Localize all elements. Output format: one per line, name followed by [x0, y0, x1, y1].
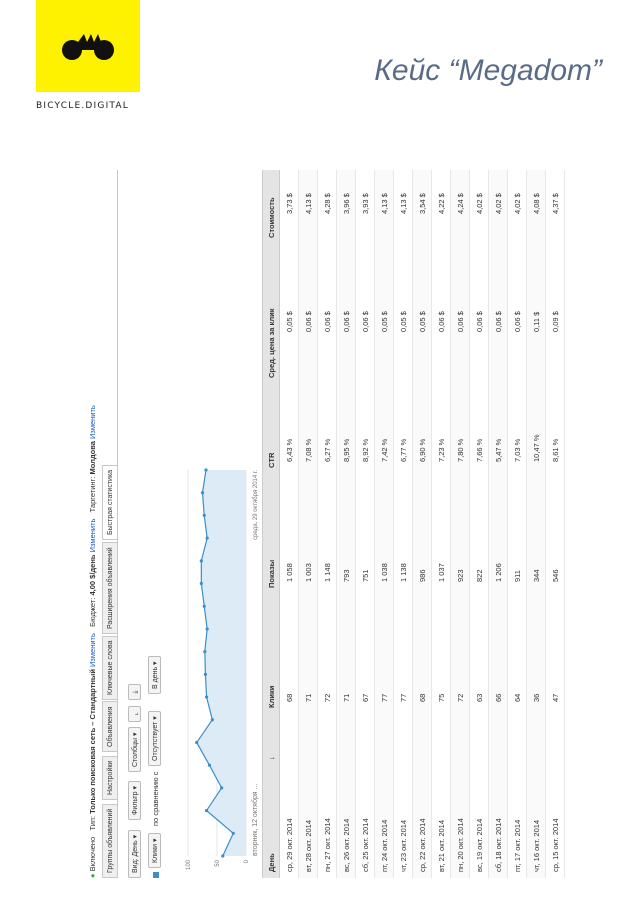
cell-cost: 4,13 $ — [380, 193, 389, 214]
cell-cost: 3,96 $ — [342, 193, 351, 214]
cell-day[interactable]: вт, 28 окт. 2014 — [304, 819, 313, 872]
tab-ads[interactable]: Объявления — [102, 702, 117, 753]
type-value: Только поисковая сеть – Стандартный — [88, 669, 97, 814]
cell-ctr: 6,43 % — [285, 438, 294, 462]
cell-clicks: 72 — [323, 693, 332, 702]
status-line — [88, 405, 97, 878]
change-type-link[interactable]: Изменить — [88, 633, 97, 667]
chart-point[interactable] — [232, 832, 235, 835]
table-row — [432, 170, 451, 878]
chart-point[interactable] — [200, 582, 203, 585]
chart-point[interactable] — [201, 491, 204, 494]
header-day[interactable]: День — [267, 853, 276, 872]
chart-point[interactable] — [204, 468, 207, 471]
cell-day[interactable]: пт, 17 окт. 2014 — [513, 819, 522, 872]
cell-day[interactable]: вс, 19 окт. 2014 — [475, 818, 484, 872]
chart-toggle-button[interactable] — [128, 706, 141, 722]
cell-avg-cpc: 0,06 $ — [475, 311, 484, 332]
cell-impressions: 822 — [475, 569, 484, 582]
y-tick-label: 100 — [186, 860, 192, 871]
cell-impressions: 1 003 — [304, 563, 313, 582]
table-row — [508, 170, 527, 878]
cell-ctr: 7,23 % — [437, 438, 446, 462]
cell-impressions: 344 — [532, 569, 541, 582]
table-row — [527, 170, 546, 878]
targeting-label: Таргетинг: — [88, 476, 97, 513]
cell-cost: 4,37 $ — [551, 193, 560, 214]
cell-avg-cpc: 0,06 $ — [437, 311, 446, 332]
download-button[interactable] — [128, 684, 141, 700]
cell-day[interactable]: ср, 15 окт. 2014 — [551, 818, 560, 872]
change-targeting-link[interactable]: Изменить — [88, 405, 97, 440]
view-dropdown[interactable] — [128, 830, 141, 878]
chevron-down-icon: ▾ — [152, 838, 159, 842]
bicycle-icon — [58, 28, 118, 64]
table-row — [451, 170, 470, 878]
table-row — [375, 170, 394, 878]
tab-quick-stats[interactable]: Быстрая статистика — [102, 465, 117, 540]
cell-ctr: 6,77 % — [399, 438, 408, 462]
metric-dropdown[interactable] — [148, 833, 161, 868]
rotated-screenshot — [84, 162, 560, 892]
filter-dropdown[interactable] — [128, 781, 141, 820]
cell-impressions: 546 — [551, 569, 560, 582]
cell-cost: 4,02 $ — [475, 193, 484, 214]
cell-avg-cpc: 0,06 $ — [304, 311, 313, 332]
cell-cost: 4,02 $ — [494, 193, 503, 214]
chart-area — [197, 470, 246, 856]
chart-start-label: вторник, 12 октября ... — [252, 783, 259, 856]
status-dot-icon: ● — [88, 873, 97, 878]
tabs-divider — [117, 170, 118, 878]
chevron-down-icon: ▾ — [152, 661, 159, 665]
view-label: Вид: День — [132, 840, 139, 873]
cell-cost: 4,13 $ — [399, 193, 408, 214]
header-avg-cpc[interactable]: Сред. цена за клик — [267, 308, 276, 378]
cell-clicks: 66 — [494, 693, 503, 702]
cell-day[interactable]: сб, 18 окт. 2014 — [494, 818, 503, 872]
tab-ad-extensions[interactable]: Расширения объявлений — [102, 542, 117, 634]
table-row — [299, 170, 318, 878]
cell-cost: 4,02 $ — [513, 193, 522, 214]
cell-clicks: 64 — [513, 693, 522, 702]
chart-point[interactable] — [195, 741, 198, 744]
cell-ctr: 5,47 % — [494, 438, 503, 462]
columns-label: Столбцы — [132, 737, 139, 767]
chart-controls — [152, 872, 161, 878]
cell-clicks: 75 — [437, 693, 446, 702]
chart-point[interactable] — [203, 514, 206, 517]
chart-point[interactable] — [205, 695, 208, 698]
chart-point[interactable] — [203, 605, 206, 608]
cell-avg-cpc: 0,05 $ — [418, 311, 427, 332]
cell-day[interactable]: пт, 24 окт. 2014 — [380, 819, 389, 872]
chevron-down-icon: ▾ — [132, 786, 139, 790]
tab-settings[interactable]: Настройки — [102, 756, 117, 800]
cell-ctr: 7,42 % — [380, 438, 389, 462]
cell-impressions: 1 206 — [494, 563, 503, 582]
chevron-down-icon: ▾ — [132, 834, 139, 839]
cell-impressions: 923 — [456, 569, 465, 582]
cell-clicks: 77 — [380, 693, 389, 702]
cell-day[interactable]: вс, 26 окт. 2014 — [342, 818, 351, 872]
interval-label: В день — [152, 666, 159, 689]
cell-day[interactable]: ср, 22 окт. 2014 — [418, 818, 427, 872]
chart-point[interactable] — [208, 764, 211, 767]
line-chart-icon: ⌞ — [132, 712, 139, 716]
cell-day[interactable]: вт, 21 окт. 2014 — [437, 819, 446, 872]
cell-ctr: 7,80 % — [456, 438, 465, 462]
targeting-value: Молдова — [88, 441, 97, 475]
cell-day[interactable]: пн, 20 окт. 2014 — [456, 818, 465, 872]
cell-ctr: 8,92 % — [361, 438, 370, 462]
cell-avg-cpc: 0,06 $ — [513, 311, 522, 332]
table-row — [413, 170, 432, 878]
cell-ctr: 8,61 % — [551, 438, 560, 462]
chart-end-label: среда, 29 октября 2014 г. — [253, 470, 259, 540]
cell-impressions: 1 148 — [323, 563, 332, 582]
cell-day[interactable]: чт, 23 окт. 2014 — [399, 819, 408, 872]
filter-label: Фильтр — [132, 791, 139, 815]
cell-clicks: 72 — [456, 693, 465, 702]
tab-ad-groups[interactable]: Группы объявлений — [102, 804, 117, 878]
cell-avg-cpc: 0,06 $ — [361, 311, 370, 332]
cell-cost: 3,54 $ — [418, 193, 427, 214]
change-budget-link[interactable]: Изменить — [88, 518, 97, 553]
y-tick-label: 50 — [215, 860, 221, 867]
cell-clicks: 63 — [475, 693, 484, 702]
table-row — [356, 170, 375, 878]
cell-impressions: 1 038 — [380, 563, 389, 582]
brand-caption: BICYCLE.DIGITAL — [36, 101, 129, 111]
chart-point[interactable] — [206, 627, 209, 630]
cell-impressions: 911 — [513, 570, 522, 582]
cell-avg-cpc: 0,05 $ — [285, 311, 294, 332]
table-row — [337, 170, 356, 878]
chart-point[interactable] — [220, 786, 223, 789]
cell-avg-cpc: 0,06 $ — [342, 311, 351, 332]
compare-value: Отсутствует — [152, 721, 159, 761]
cell-impressions: 1 037 — [437, 563, 446, 582]
chart-point[interactable] — [206, 537, 209, 540]
cell-avg-cpc: 0,05 $ — [399, 311, 408, 332]
cell-ctr: 6,27 % — [323, 438, 332, 462]
compare-label: по сравнению с — [151, 771, 160, 826]
cell-cost: 4,13 $ — [304, 193, 313, 214]
chevron-down-icon: ▾ — [152, 716, 159, 720]
cell-clicks: 67 — [361, 693, 370, 702]
case-title: Кейс “Megadom” — [374, 54, 602, 87]
cell-cost: 4,08 $ — [532, 193, 541, 214]
table-row — [318, 170, 337, 878]
series-color-swatch — [153, 872, 159, 878]
cell-ctr: 7,03 % — [513, 438, 522, 462]
table-header — [262, 170, 280, 878]
cell-ctr: 10,47 % — [532, 434, 541, 462]
cell-impressions: 751 — [361, 569, 370, 582]
header-impressions[interactable]: Показы — [267, 559, 276, 588]
compare-dropdown[interactable] — [148, 711, 161, 766]
budget-value: 4,00 $/день — [88, 554, 97, 596]
cell-impressions: 1 058 — [285, 563, 294, 582]
cell-clicks: 77 — [399, 693, 408, 702]
table-row — [280, 170, 299, 878]
cell-clicks: 71 — [304, 693, 313, 702]
cell-avg-cpc: 0,06 $ — [456, 311, 465, 332]
type-label: Тип: — [88, 815, 97, 831]
cell-clicks: 71 — [342, 693, 351, 702]
header-ctr[interactable]: CTR — [267, 452, 276, 468]
download-icon: ⤓ — [132, 690, 139, 694]
cell-day[interactable]: чт, 16 окт. 2014 — [532, 819, 541, 872]
cell-ctr: 8,95 % — [342, 438, 351, 462]
cell-avg-cpc: 0,11 $ — [532, 311, 541, 332]
status-state: Включено — [88, 836, 97, 872]
budget-label: Бюджет: — [88, 597, 97, 627]
cell-impressions: 793 — [342, 569, 351, 582]
cell-clicks: 36 — [532, 693, 541, 702]
y-tick-label: 0 — [244, 860, 250, 864]
sort-arrow-icon[interactable]: ↓ — [267, 756, 276, 760]
chart-point[interactable] — [203, 650, 206, 653]
cell-cost: 3,73 $ — [285, 193, 294, 214]
table-row — [489, 170, 508, 878]
cell-ctr: 6,90 % — [418, 438, 427, 462]
cell-cost: 4,22 $ — [437, 193, 446, 214]
cell-avg-cpc: 0,09 $ — [551, 311, 560, 332]
cell-ctr: 7,08 % — [304, 438, 313, 462]
metric-label: Клики — [152, 843, 159, 863]
cell-cost: 4,28 $ — [323, 193, 332, 214]
table-row — [470, 170, 489, 878]
cell-day[interactable]: ср, 29 окт. 2014 — [285, 818, 294, 872]
header-cost[interactable]: Стоимость — [267, 197, 276, 238]
table-row — [546, 170, 565, 878]
chart-point[interactable] — [211, 718, 214, 721]
brand-logo — [36, 0, 140, 92]
chart-point[interactable] — [200, 559, 203, 562]
chevron-down-icon: ▾ — [132, 732, 139, 736]
cell-avg-cpc: 0,05 $ — [380, 311, 389, 332]
chart-point[interactable] — [204, 673, 207, 676]
cell-impressions: 986 — [418, 569, 427, 582]
table-row — [394, 170, 413, 878]
cell-day[interactable]: сб, 25 окт. 2014 — [361, 818, 370, 872]
cell-ctr: 7,66 % — [475, 438, 484, 462]
cell-impressions: 1 138 — [399, 563, 408, 582]
interval-dropdown[interactable] — [148, 656, 161, 694]
header-clicks[interactable]: Клики — [267, 685, 276, 708]
clicks-chart — [182, 170, 260, 878]
cell-day[interactable]: пн, 27 окт. 2014 — [323, 818, 332, 872]
cell-avg-cpc: 0,06 $ — [323, 311, 332, 332]
cell-cost: 3,93 $ — [361, 193, 370, 214]
cell-clicks: 68 — [285, 693, 294, 702]
cell-clicks: 68 — [418, 693, 427, 702]
tab-keywords[interactable]: Ключевые слова — [102, 636, 117, 700]
chart-point[interactable] — [221, 854, 224, 857]
columns-dropdown[interactable] — [128, 727, 141, 772]
chart-point[interactable] — [205, 809, 208, 812]
cell-clicks: 47 — [551, 693, 560, 702]
cell-cost: 4,24 $ — [456, 193, 465, 214]
cell-avg-cpc: 0,06 $ — [494, 311, 503, 332]
